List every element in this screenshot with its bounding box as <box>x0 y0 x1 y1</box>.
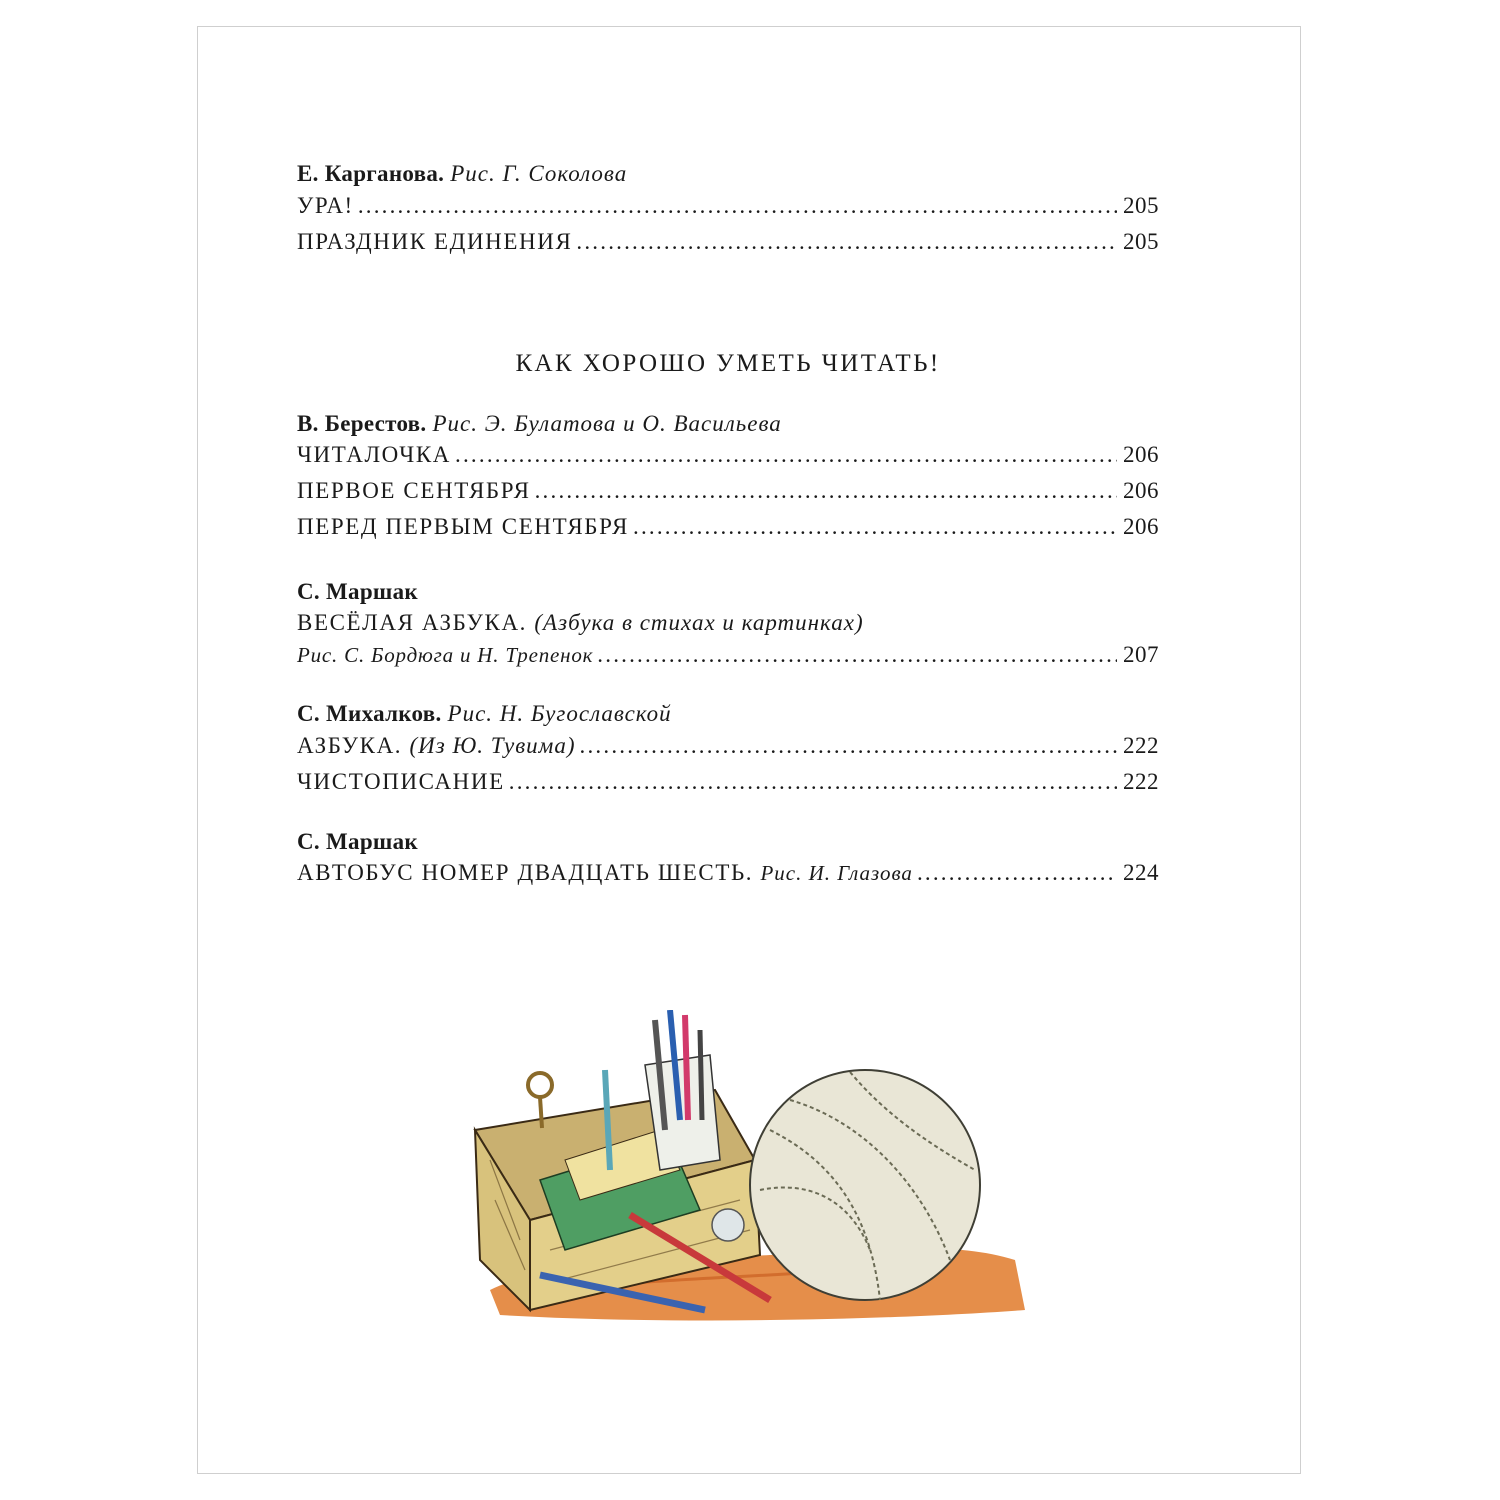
page-number: 224 <box>1123 860 1159 885</box>
volleyball <box>750 1070 980 1300</box>
toc-entry[interactable] <box>297 476 1159 506</box>
small-ball <box>712 1209 744 1241</box>
toc-entry[interactable] <box>297 191 1159 221</box>
leader-dots <box>580 731 1117 761</box>
leader-dots <box>358 191 1117 221</box>
entry-title: АЗБУКА. (Из Ю. Тувима) <box>297 733 576 758</box>
toc-author: С. Михалков. Рис. Н. Бугославской <box>297 701 672 726</box>
toc-entry[interactable] <box>297 858 1159 888</box>
leader-dots <box>633 512 1117 542</box>
toc-entry-title[interactable]: ВЕСЁЛАЯ АЗБУКА. (Азбука в стихах и картинках) <box>297 610 864 635</box>
toc-entry[interactable] <box>297 731 1159 761</box>
pink-pen <box>685 1015 688 1120</box>
leader-dots <box>455 440 1117 470</box>
toc-author: С. Маршак <box>297 579 418 604</box>
entry-title: ЧИТАЛОЧКА <box>297 442 452 467</box>
entry-title: ПЕРЕД ПЕРВЫМ СЕНТЯБРЯ <box>297 514 629 539</box>
page-number: 207 <box>1123 642 1159 667</box>
toc-entry[interactable] <box>297 227 1159 257</box>
entry-credit: Рис. С. Бордюга и Н. Трепенок <box>297 643 594 667</box>
entry-title: АВТОБУС НОМЕР ДВАДЦАТЬ ШЕСТЬ. Рис. И. Глазова <box>297 860 913 885</box>
toc-author: В. Берестов. Рис. Э. Булатова и О. Васильева <box>297 411 782 436</box>
page-number: 205 <box>1123 193 1159 218</box>
leader-dots <box>535 476 1117 506</box>
entry-title: ЧИСТОПИСАНИЕ <box>297 769 505 794</box>
toc-entry[interactable] <box>297 767 1159 797</box>
leader-dots <box>917 858 1117 888</box>
wind-up-key <box>528 1073 552 1097</box>
entry-title: ПЕРВОЕ СЕНТЯБРЯ <box>297 478 531 503</box>
page-number: 206 <box>1123 478 1159 503</box>
toc-author: С. Маршак <box>297 829 418 854</box>
page-number: 206 <box>1123 514 1159 539</box>
leader-dots <box>576 227 1117 257</box>
entry-title: УРА! <box>297 193 354 218</box>
toc-entry[interactable] <box>297 512 1159 542</box>
page-number: 222 <box>1123 733 1159 758</box>
toc-author: Е. Карганова. Рис. Г. Соколова <box>297 161 628 186</box>
toc-entry[interactable] <box>297 440 1159 470</box>
leader-dots <box>597 640 1117 670</box>
entry-subtitle: (Азбука в стихах и картинках) <box>534 610 864 635</box>
school-box-and-ball-illustration <box>470 1010 1030 1330</box>
toc-entry[interactable] <box>297 640 1159 670</box>
page-number: 222 <box>1123 769 1159 794</box>
entry-title: ПРАЗДНИК ЕДИНЕНИЯ <box>297 229 573 254</box>
page-number: 205 <box>1123 229 1159 254</box>
section-title: КАК ХОРОШО УМЕТЬ ЧИТАТЬ! <box>515 350 941 377</box>
leader-dots <box>509 767 1117 797</box>
page-number: 206 <box>1123 442 1159 467</box>
